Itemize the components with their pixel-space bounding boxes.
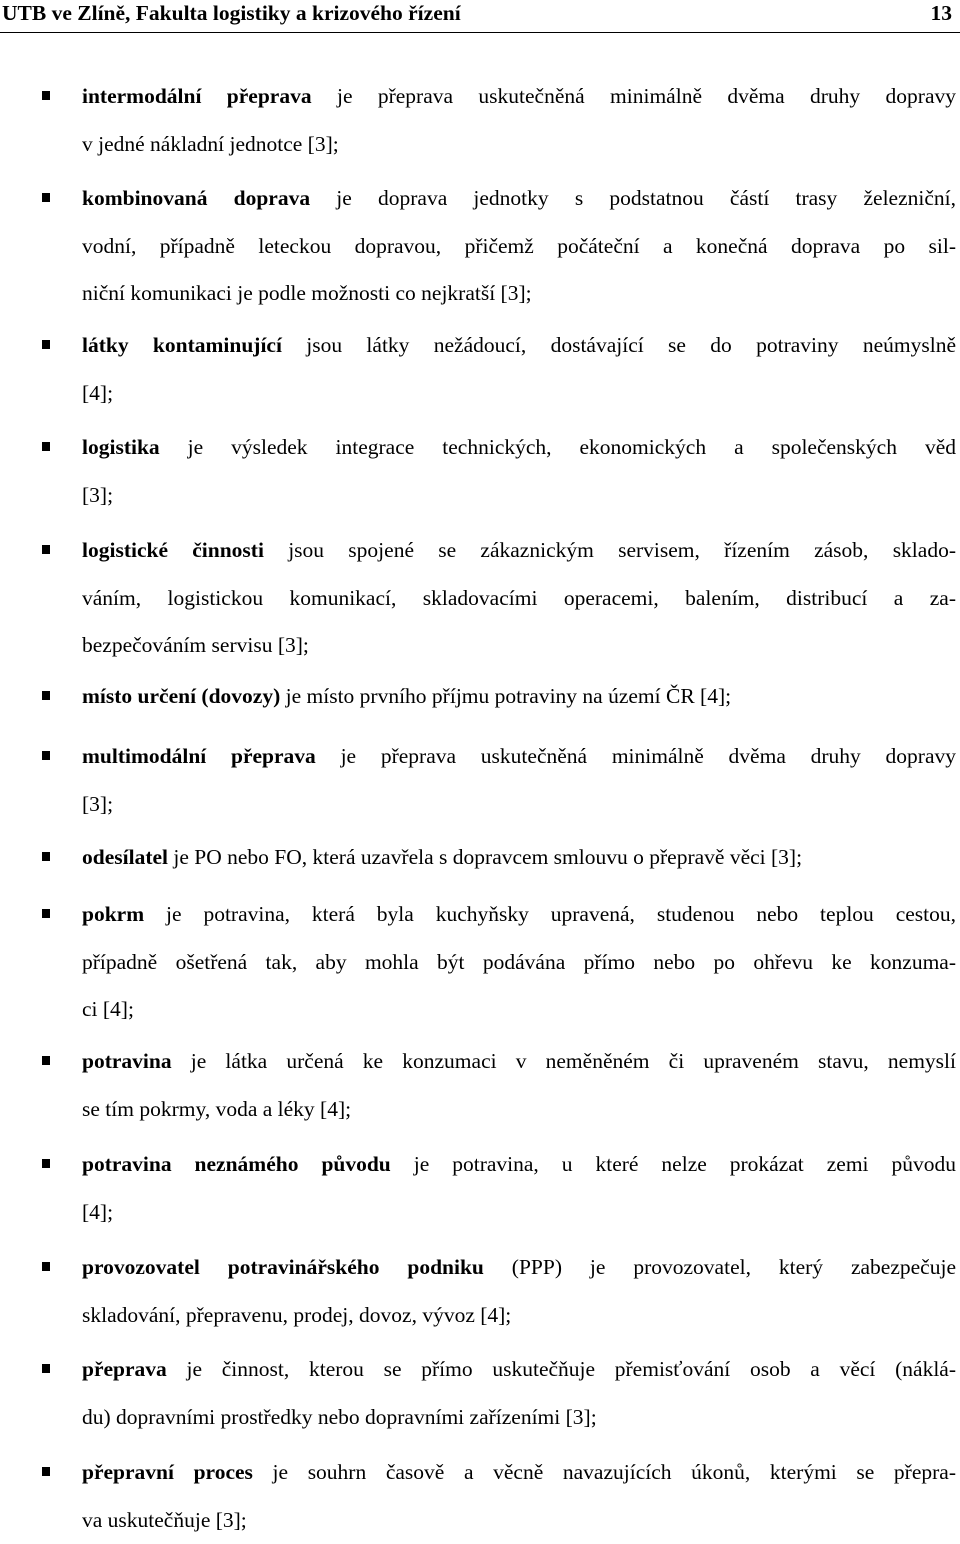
- definition-term: multimodální přeprava: [82, 744, 316, 768]
- definition-item: [82, 73, 956, 168]
- definition-text: niční komunikaci je podle možnosti co nejkratší [3];: [82, 281, 532, 305]
- definition-term: provozovatel potravinářského podniku: [82, 1255, 484, 1279]
- definition-text: ci [4];: [82, 997, 134, 1021]
- definition-item: [82, 1141, 956, 1236]
- definition-line: [82, 622, 956, 670]
- definition-text: va uskutečňuje [3];: [82, 1508, 247, 1532]
- definition-term: potravina neznámého původu: [82, 1152, 391, 1176]
- definition-term: potravina: [82, 1049, 172, 1073]
- page-header: [0, 0, 960, 33]
- square-bullet-icon: [42, 1262, 50, 1271]
- definition-line: [82, 424, 956, 472]
- definition-line: [82, 986, 956, 1034]
- square-bullet-icon: [42, 1159, 50, 1168]
- definition-text: je přeprava uskutečněná minimálně dvěma druhy dopravy: [312, 84, 956, 108]
- square-bullet-icon: [42, 1364, 50, 1373]
- definition-text: je činnost, kterou se přímo uskutečňuje přemisťování osob a věcí (náklá-: [167, 1357, 956, 1381]
- definition-term: přeprava: [82, 1357, 167, 1381]
- square-bullet-icon: [42, 852, 50, 861]
- definition-text: v jedné nákladní jednotce [3];: [82, 132, 339, 156]
- square-bullet-icon: [42, 545, 50, 554]
- definition-line: [82, 781, 956, 829]
- square-bullet-icon: [42, 691, 50, 700]
- definition-text: [4];: [82, 1200, 113, 1224]
- definition-line: [82, 1141, 956, 1189]
- definition-item: [82, 175, 956, 318]
- definition-line: [82, 322, 956, 370]
- definition-term: logistika: [82, 435, 160, 459]
- definition-line: [82, 575, 956, 623]
- definition-text: je doprava jednotky s podstatnou částí trasy železniční,: [310, 186, 956, 210]
- definition-text: je potravina, která byla kuchyňsky upravená, studenou nebo teplou cestou,: [144, 902, 956, 926]
- definition-line: [82, 270, 956, 318]
- definition-term: místo určení (dovozy): [82, 684, 280, 708]
- definition-item: [82, 1244, 956, 1339]
- square-bullet-icon: [42, 442, 50, 451]
- definition-line: [82, 472, 956, 520]
- definition-item: [82, 1449, 956, 1544]
- definition-line: [82, 733, 956, 781]
- definition-text: je PO nebo FO, která uzavřela s dopravcem smlouvu o přepravě věci [3];: [168, 845, 802, 869]
- definition-line: [82, 891, 956, 939]
- definition-text: případně ošetřená tak, aby mohla být podávána přímo nebo po ohřevu ke konzuma-: [82, 950, 956, 974]
- definition-text: du) dopravními prostředky nebo dopravními zařízeními [3];: [82, 1405, 597, 1429]
- definition-item: [82, 1346, 956, 1441]
- definition-line: [82, 527, 956, 575]
- definition-item: [82, 1038, 956, 1133]
- definition-line: [82, 1497, 956, 1544]
- definition-item: [82, 733, 956, 828]
- definition-text: skladování, přepravenu, prodej, dovoz, vývoz [4];: [82, 1303, 511, 1327]
- definition-text: jsou spojené se zákaznickým servisem, řízením zásob, sklado-: [264, 538, 956, 562]
- definition-line: [82, 73, 956, 121]
- square-bullet-icon: [42, 1467, 50, 1476]
- definition-term: kombinovaná doprava: [82, 186, 310, 210]
- definition-text: [4];: [82, 381, 113, 405]
- definition-line: [82, 175, 956, 223]
- definition-text: (PPP) je provozovatel, který zabezpečuje: [484, 1255, 956, 1279]
- square-bullet-icon: [42, 909, 50, 918]
- definition-item: [82, 322, 956, 417]
- square-bullet-icon: [42, 340, 50, 349]
- definition-line: [82, 121, 956, 169]
- definition-term: logistické činnosti: [82, 538, 264, 562]
- definition-line: [82, 1189, 956, 1237]
- definition-line: [82, 1292, 956, 1340]
- square-bullet-icon: [42, 193, 50, 202]
- definition-line: [82, 1244, 956, 1292]
- definition-term: intermodální přeprava: [82, 84, 312, 108]
- definition-text: je potravina, u které nelze prokázat zemi původu: [391, 1152, 956, 1176]
- definition-text: vodní, případně leteckou dopravou, přičemž počáteční a konečná doprava po sil-: [82, 234, 956, 258]
- definition-text: je místo prvního příjmu potraviny na území ČR [4];: [280, 684, 731, 708]
- definition-term: přepravní proces: [82, 1460, 253, 1484]
- definition-line: [82, 223, 956, 271]
- definition-line: [82, 370, 956, 418]
- definition-text: váním, logistickou komunikací, skladovacími operacemi, balením, distribucí a za-: [82, 586, 956, 610]
- square-bullet-icon: [42, 91, 50, 100]
- definition-line: [82, 673, 956, 721]
- definition-item: [82, 527, 956, 670]
- definition-line: [82, 834, 956, 882]
- definition-line: [82, 1394, 956, 1442]
- definition-item: [82, 424, 956, 519]
- definition-text: je přeprava uskutečněná minimálně dvěma druhy dopravy: [316, 744, 956, 768]
- definition-line: [82, 1038, 956, 1086]
- definition-text: [3];: [82, 792, 113, 816]
- definition-term: látky kontaminující: [82, 333, 282, 357]
- definition-line: [82, 939, 956, 987]
- definition-line: [82, 1086, 956, 1134]
- square-bullet-icon: [42, 751, 50, 760]
- definition-text: bezpečováním servisu [3];: [82, 633, 309, 657]
- definition-text: jsou látky nežádoucí, dostávající se do potraviny neúmyslně: [282, 333, 956, 357]
- definition-line: [82, 1346, 956, 1394]
- definition-text: [3];: [82, 483, 113, 507]
- header-title: UTB ve Zlíně, Fakulta logistiky a krizového řízení: [2, 0, 461, 26]
- definition-text: je látka určená ke konzumaci v neměněném či upraveném stavu, nemyslí: [172, 1049, 956, 1073]
- definition-text: je souhrn časově a věcně navazujících úkonů, kterými se přepra-: [253, 1460, 956, 1484]
- definition-term: pokrm: [82, 902, 144, 926]
- definition-text: se tím pokrmy, voda a léky [4];: [82, 1097, 351, 1121]
- definition-line: [82, 1449, 956, 1497]
- definition-term: odesílatel: [82, 845, 168, 869]
- definition-text: je výsledek integrace technických, ekonomických a společenských věd: [160, 435, 956, 459]
- page-number: 13: [931, 0, 953, 26]
- definition-item: [82, 834, 956, 882]
- definition-item: [82, 891, 956, 1034]
- square-bullet-icon: [42, 1056, 50, 1065]
- definition-item: [82, 673, 956, 721]
